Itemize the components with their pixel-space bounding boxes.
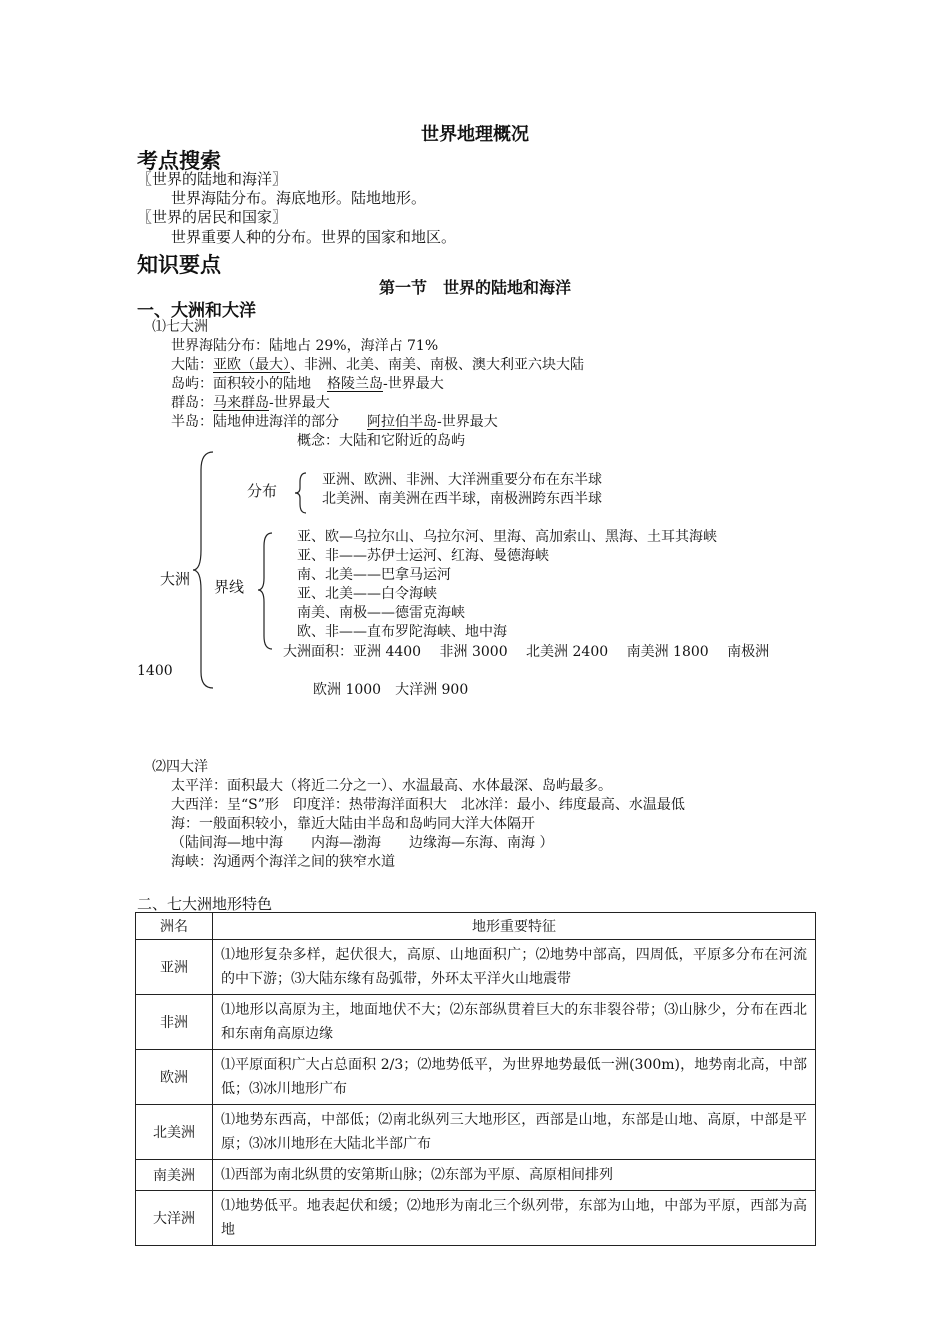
exam-point-content-1: 世界海陆分布。海底地形。陆地地形。 bbox=[171, 189, 427, 207]
mainland-label: 大陆： bbox=[171, 357, 213, 373]
mainland-rest: 、非洲、北美、南美、南极、澳大利亚六块大陆 bbox=[290, 357, 584, 373]
continent-area-line: 大洲面积：亚洲 4400 非洲 3000 北美洲 2400 南美洲 1800 南极洲 bbox=[283, 644, 770, 660]
terrain-feature-cell: ⑴地势低平。地表起伏和缓；⑵地形为南北三个纵列带，东部为山地，中部为平原，西部为高地 bbox=[213, 1191, 816, 1246]
continent-area-wrap: 1400 bbox=[137, 663, 173, 679]
peninsula-label: 半岛：陆地伸进海洋的部分 bbox=[171, 414, 339, 430]
boundary-brace bbox=[256, 532, 276, 650]
boundary-line: 南美、南极——德雷克海峡 bbox=[297, 605, 465, 621]
continent-main-brace bbox=[197, 450, 217, 690]
continent-name-cell: 欧洲 bbox=[136, 1050, 213, 1105]
exam-point-content-2: 世界重要人种的分布。世界的国家和地区。 bbox=[171, 228, 457, 246]
mainland-largest: 亚欧（最大） bbox=[213, 357, 290, 373]
continent-concept: 概念：大陆和它附近的岛屿 bbox=[297, 433, 465, 449]
distribution-label: 分布 bbox=[247, 482, 278, 500]
continent-name-cell: 亚洲 bbox=[136, 940, 213, 995]
exam-point-label-1: 〖世界的陆地和海洋〗 bbox=[137, 170, 288, 188]
island-suffix: -世界最大 bbox=[383, 376, 444, 392]
distribution-brace bbox=[294, 472, 308, 514]
archipelago-largest: 马来群岛 bbox=[213, 395, 269, 411]
peninsula-line bbox=[171, 413, 498, 431]
ocean-line: 海峡：沟通两个海洋之间的狭窄水道 bbox=[171, 854, 395, 870]
ocean-line: 大西洋：呈“S”形 印度洋：热带海洋面积大 北冰洋：最小、纬度最高、水温最低 bbox=[171, 797, 685, 813]
exam-point-label-2: 〖世界的居民和国家〗 bbox=[137, 208, 288, 226]
terrain-feature-cell: ⑴地形复杂多样，起伏很大，高原、山地面积广；⑵地势中部高，四周低，平原多分布在河流的中下游；⑶大陆东缘有岛弧带，外环太平洋火山地震带 bbox=[213, 940, 816, 995]
part1-heading: 一、大洲和大洋 bbox=[137, 301, 256, 321]
continent-area-line-2: 欧洲 1000 大洋洲 900 bbox=[313, 682, 469, 698]
continent-name-cell: 大洋洲 bbox=[136, 1191, 213, 1246]
archipelago-line bbox=[171, 394, 330, 412]
boundary-line: 亚、非——苏伊士运河、红海、曼德海峡 bbox=[297, 548, 549, 564]
boundary-line: 亚、欧—乌拉尔山、乌拉尔河、里海、高加索山、黑海、土耳其海峡 bbox=[297, 529, 717, 545]
table-row bbox=[136, 1191, 816, 1246]
four-oceans-subheading: ⑵四大洋 bbox=[152, 759, 208, 775]
terrain-feature-cell: ⑴地势东西高，中部低；⑵南北纵列三大地形区，西部是山地，东部是山地、高原，中部是平原；⑶冰川地形在大陆北半部广布 bbox=[213, 1105, 816, 1160]
terrain-feature-cell: ⑴西部为南北纵贯的安第斯山脉；⑵东部为平原、高原相间排列 bbox=[213, 1160, 816, 1191]
island-line bbox=[171, 375, 444, 393]
section-title: 第一节 世界的陆地和海洋 bbox=[378, 278, 571, 297]
table-row bbox=[136, 1160, 816, 1191]
exam-points-heading: 考点搜索 bbox=[137, 148, 221, 173]
archipelago-label: 群岛： bbox=[171, 395, 213, 411]
continent-name-cell: 北美洲 bbox=[136, 1105, 213, 1160]
boundary-line: 南、北美——巴拿马运河 bbox=[297, 567, 451, 583]
distribution-line: 亚洲、欧洲、非洲、大洋洲重要分布在东半球 bbox=[322, 472, 602, 488]
boundary-line: 欧、非——直布罗陀海峡、地中海 bbox=[297, 624, 507, 640]
archipelago-suffix: -世界最大 bbox=[269, 395, 330, 411]
continent-name-cell: 非洲 bbox=[136, 995, 213, 1050]
peninsula-suffix: -世界最大 bbox=[437, 414, 498, 430]
land-sea-distribution: 世界海陆分布：陆地占 29%，海洋占 71% bbox=[171, 338, 439, 354]
boundary-line: 亚、北美——白令海峡 bbox=[297, 586, 437, 602]
doc-title: 世界地理概况 bbox=[421, 124, 529, 145]
terrain-feature-cell: ⑴地形以高原为主，地面地伏不大；⑵东部纵贯着巨大的东非裂谷带；⑶山脉少，分布在西北和东南角高原边缘 bbox=[213, 995, 816, 1050]
seven-continents-subheading: ⑴七大洲 bbox=[152, 319, 208, 335]
knowledge-heading: 知识要点 bbox=[137, 252, 221, 277]
island-label: 岛屿：面积较小的陆地 bbox=[171, 376, 311, 392]
table-row bbox=[136, 1105, 816, 1160]
table-header-row bbox=[136, 913, 816, 940]
island-largest: 格陵兰岛 bbox=[327, 376, 383, 392]
boundary-label: 界线 bbox=[214, 578, 245, 596]
table-header-name: 洲名 bbox=[136, 913, 213, 940]
table-row bbox=[136, 1050, 816, 1105]
table-row bbox=[136, 940, 816, 995]
continent-name-cell: 南美洲 bbox=[136, 1160, 213, 1191]
distribution-line: 北美洲、南美洲在西半球，南极洲跨东西半球 bbox=[322, 491, 602, 507]
ocean-line: 海：一般面积较小，靠近大陆由半岛和岛屿同大洋大体隔开 bbox=[171, 816, 535, 832]
terrain-feature-cell: ⑴平原面积广大占总面积 2/3；⑵地势低平，为世界地势最低一洲(300m)，地势南北高，中部低；⑶冰川地形广布 bbox=[213, 1050, 816, 1105]
ocean-line: （陆间海—地中海 内海—渤海 边缘海—东海、南海 ） bbox=[171, 835, 554, 851]
ocean-line: 太平洋：面积最大（将近二分之一）、水温最高、水体最深、岛屿最多。 bbox=[171, 778, 612, 794]
continent-terrain-table bbox=[135, 912, 816, 1246]
table-header-feature: 地形重要特征 bbox=[213, 913, 816, 940]
table-row bbox=[136, 995, 816, 1050]
peninsula-largest: 阿拉伯半岛 bbox=[367, 414, 437, 430]
continent-label: 大洲 bbox=[160, 570, 191, 588]
part2-heading: 二、七大洲地形特色 bbox=[137, 895, 273, 913]
mainland-line bbox=[171, 356, 584, 374]
